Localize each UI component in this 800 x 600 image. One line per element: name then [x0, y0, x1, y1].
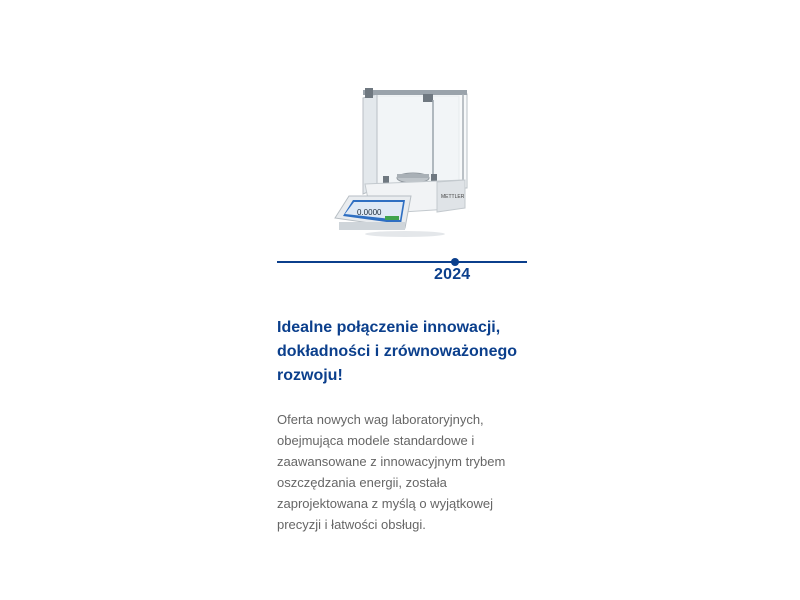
description-line: oszczędzania energii, została	[277, 475, 447, 490]
timeline-year: 2024	[434, 266, 471, 283]
description-line: precyzji i łatwości obsługi.	[277, 517, 426, 532]
timeline-line	[277, 261, 527, 263]
timeline	[277, 260, 527, 290]
description-line: zaprojektowana z myślą o wyjątkowej	[277, 496, 494, 511]
analytical-balance-image	[325, 84, 475, 244]
svg-text:METTLER: METTLER	[441, 194, 465, 200]
headline-line: dokładności i zrównoważonego	[277, 343, 518, 360]
description-line: zaawansowane z innowacyjnym trybem	[277, 454, 506, 469]
card-description	[277, 409, 527, 535]
card-headline	[277, 316, 537, 388]
description-line: Oferta nowych wag laboratoryjnych,	[277, 412, 484, 427]
balance-display-readout: 0.0000	[357, 208, 382, 217]
description-line: obejmująca modele standardowe i	[277, 433, 475, 448]
timeline-marker	[451, 258, 459, 266]
headline-line: rozwoju!	[277, 367, 343, 384]
headline-line: Idealne połączenie innowacji,	[277, 319, 501, 336]
